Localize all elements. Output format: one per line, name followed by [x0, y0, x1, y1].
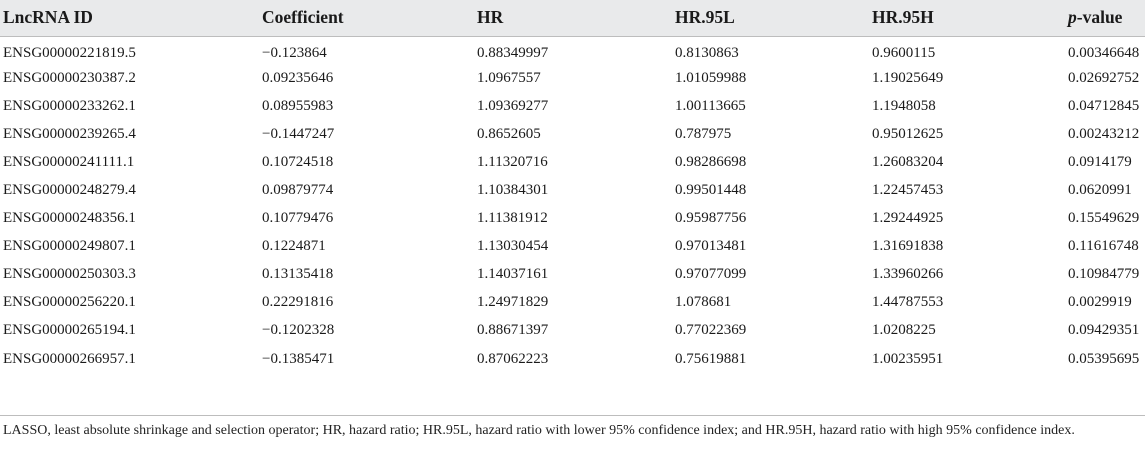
- header-hr-95l: HR.95L: [675, 0, 872, 36]
- cell-lncrna-id: ENSG00000248279.4: [3, 182, 136, 199]
- cell-hr-95l: 0.75619881: [675, 350, 747, 367]
- cell-p-value: 0.00346648: [1068, 44, 1140, 61]
- cell-hr-95h: 0.9600115: [872, 44, 936, 61]
- cell-p-value: 0.04712845: [1068, 97, 1140, 114]
- cell-p-value: 0.0029919: [1068, 294, 1132, 311]
- header-lncrna-id: LncRNA ID: [0, 0, 262, 36]
- header-coefficient: Coefficient: [262, 0, 477, 36]
- cell-lncrna-id: ENSG00000241111.1: [3, 153, 135, 170]
- cell-hr: 0.87062223: [477, 350, 549, 367]
- table-row: [0, 36, 1145, 64]
- cell-p-value: 0.00243212: [1068, 125, 1140, 142]
- cell-hr-95h: 1.31691838: [872, 238, 944, 255]
- cell-hr-95h: 1.26083204: [872, 153, 944, 170]
- table-row: [0, 233, 1145, 261]
- cell-hr-95h: 0.95012625: [872, 125, 944, 142]
- cell-hr-95l: 0.97013481: [675, 238, 747, 255]
- cell-hr-95h: 1.44787553: [872, 294, 944, 311]
- cell-hr: 0.8652605: [477, 125, 541, 142]
- cell-coefficient: 0.10779476: [262, 210, 334, 227]
- cell-lncrna-id: ENSG00000266957.1: [3, 350, 136, 367]
- cell-coefficient: 0.09235646: [262, 69, 334, 86]
- table-row: [0, 261, 1145, 289]
- header-hr: HR: [477, 0, 675, 36]
- cell-lncrna-id: ENSG00000256220.1: [3, 294, 136, 311]
- cell-hr: 1.09369277: [477, 97, 549, 114]
- cell-p-value: 0.09429351: [1068, 322, 1140, 339]
- table-body: [0, 36, 1145, 373]
- cell-hr-95l: 0.95987756: [675, 210, 747, 227]
- cell-hr-95h: 1.33960266: [872, 266, 944, 283]
- cell-coefficient: 0.22291816: [262, 294, 334, 311]
- header-p-italic: p: [1068, 7, 1077, 28]
- table-row: [0, 64, 1145, 92]
- cell-hr: 1.24971829: [477, 294, 549, 311]
- cell-coefficient: 0.09879774: [262, 182, 334, 199]
- cell-lncrna-id: ENSG00000230387.2: [3, 69, 136, 86]
- cell-p-value: 0.15549629: [1068, 210, 1140, 227]
- table-footnote: LASSO, least absolute shrinkage and selection operator; HR, hazard ratio; HR.95L, hazard ratio with lower 95% confidence index; and HR.95H, hazard ratio with high 95% confidence index.: [3, 423, 1075, 438]
- cell-hr: 1.13030454: [477, 238, 549, 255]
- cell-hr: 0.88671397: [477, 322, 549, 339]
- footnote-divider: [0, 415, 1145, 416]
- cell-coefficient: 0.1224871: [262, 238, 326, 255]
- header-p-suffix: -value: [1076, 7, 1123, 28]
- table-row: [0, 289, 1145, 317]
- cell-hr-95h: 1.22457453: [872, 182, 944, 199]
- cell-lncrna-id: ENSG00000249807.1: [3, 238, 136, 255]
- cell-hr-95l: 1.01059988: [675, 69, 747, 86]
- cell-coefficient: 0.08955983: [262, 97, 334, 114]
- cell-coefficient: −0.123864: [262, 44, 327, 61]
- cell-hr: 0.88349997: [477, 44, 549, 61]
- cell-hr: 1.11381912: [477, 210, 548, 227]
- cell-lncrna-id: ENSG00000233262.1: [3, 97, 136, 114]
- cell-lncrna-id: ENSG00000239265.4: [3, 125, 136, 142]
- header-hr-95h: HR.95H: [872, 0, 1068, 36]
- cell-coefficient: −0.1202328: [262, 322, 335, 339]
- table-row: [0, 120, 1145, 148]
- cell-hr-95h: 1.0208225: [872, 322, 936, 339]
- cell-hr-95h: 1.00235951: [872, 350, 944, 367]
- cell-hr: 1.0967557: [477, 69, 541, 86]
- cell-lncrna-id: ENSG00000265194.1: [3, 322, 136, 339]
- cell-hr: 1.10384301: [477, 182, 549, 199]
- cell-coefficient: 0.10724518: [262, 153, 334, 170]
- table-row: [0, 176, 1145, 204]
- cell-hr: 1.11320716: [477, 153, 548, 170]
- cell-coefficient: 0.13135418: [262, 266, 334, 283]
- cell-p-value: 0.02692752: [1068, 69, 1140, 86]
- table-row: [0, 205, 1145, 233]
- cell-p-value: 0.0620991: [1068, 182, 1132, 199]
- cell-hr-95l: 1.078681: [675, 294, 732, 311]
- cell-p-value: 0.05395695: [1068, 350, 1140, 367]
- header-p-value: [1068, 0, 1145, 36]
- cell-hr-95l: 0.77022369: [675, 322, 747, 339]
- table-row: [0, 317, 1145, 345]
- cell-hr: 1.14037161: [477, 266, 549, 283]
- cell-hr-95h: 1.1948058: [872, 97, 936, 114]
- cell-hr-95l: 0.787975: [675, 125, 732, 142]
- cell-hr-95l: 0.99501448: [675, 182, 747, 199]
- table-row: [0, 92, 1145, 120]
- cell-coefficient: −0.1385471: [262, 350, 335, 367]
- cell-hr-95l: 0.98286698: [675, 153, 747, 170]
- cell-p-value: 0.11616748: [1068, 238, 1139, 255]
- table-header-row: [0, 0, 1145, 36]
- cell-hr-95h: 1.19025649: [872, 69, 944, 86]
- cell-hr-95l: 1.00113665: [675, 97, 746, 114]
- cell-hr-95h: 1.29244925: [872, 210, 944, 227]
- cell-lncrna-id: ENSG00000248356.1: [3, 210, 136, 227]
- cell-lncrna-id: ENSG00000250303.3: [3, 266, 136, 283]
- cell-p-value: 0.0914179: [1068, 153, 1132, 170]
- cell-coefficient: −0.1447247: [262, 125, 335, 142]
- cell-hr-95l: 0.97077099: [675, 266, 747, 283]
- cell-p-value: 0.10984779: [1068, 266, 1140, 283]
- cell-hr-95l: 0.8130863: [675, 44, 739, 61]
- cell-lncrna-id: ENSG00000221819.5: [3, 44, 136, 61]
- table-row: [0, 345, 1145, 373]
- table-row: [0, 148, 1145, 176]
